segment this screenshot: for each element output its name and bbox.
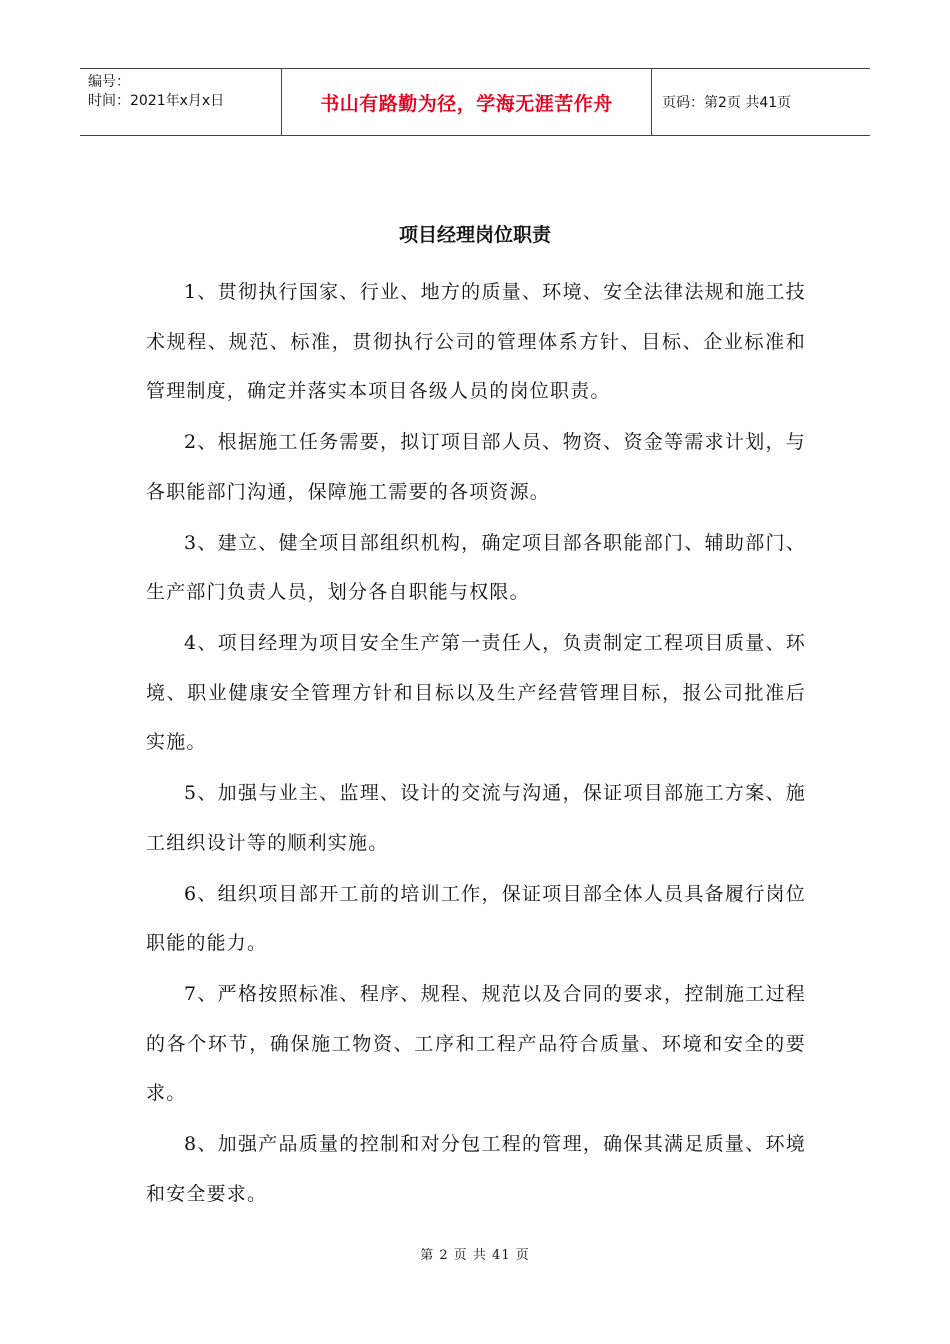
page-header bbox=[80, 68, 870, 136]
document-title: 项目经理岗位职责 bbox=[398, 224, 551, 246]
paragraph-5: 5、加强与业主、监理、设计的交流与沟通，保证项目部施工方案、施工组织设计等的顺利实施。 bbox=[146, 782, 806, 854]
paragraph-4: 4、项目经理为项目安全生产第一责任人，负责制定工程项目质量、环境、职业健康安全管理方针和目标以及生产经营管理目标，报公司批准后实施。 bbox=[146, 632, 806, 753]
header-motto: 书山有路勤为径，学海无涯苦作舟 bbox=[282, 69, 652, 135]
header-page-info: 页码：第2页 共41页 bbox=[662, 95, 792, 111]
paragraph-1: 1、贯彻执行国家、行业、地方的质量、环境、安全法律法规和施工技术规程、规范、标准，贯彻执行公司的管理体系方针、目标、企业标准和管理制度，确定并落实本项目各级人员的岗位职责。 bbox=[146, 281, 806, 402]
paragraph-6: 6、组织项目部开工前的培训工作，保证项目部全体人员具备履行岗位职能的能力。 bbox=[146, 882, 806, 954]
paragraph-7: 7、严格按照标准、程序、规程、规范以及合同的要求，控制施工过程的各个环节，确保施工物资、工序和工程产品符合质量、环境和安全的要求。 bbox=[146, 983, 806, 1104]
paragraph-3: 3、建立、健全项目部组织机构，确定项目部各职能部门、辅助部门、生产部门负责人员，划分各自职能与权限。 bbox=[146, 531, 806, 603]
document-body bbox=[146, 268, 806, 1221]
header-meta-cell bbox=[80, 69, 282, 135]
document-date-label: 时间：2021年x月x日 bbox=[88, 93, 225, 109]
paragraph-2: 2、根据施工任务需要，拟订项目部人员、物资、资金等需求计划，与各职能部门沟通，保障施工需要的各项资源。 bbox=[146, 431, 806, 503]
document-number-label: 编号： bbox=[88, 74, 130, 90]
paragraph-8: 8、加强产品质量的控制和对分包工程的管理，确保其满足质量、环境和安全要求。 bbox=[146, 1133, 806, 1205]
page-footer: 第 2 页 共 41 页 bbox=[420, 1248, 530, 1263]
